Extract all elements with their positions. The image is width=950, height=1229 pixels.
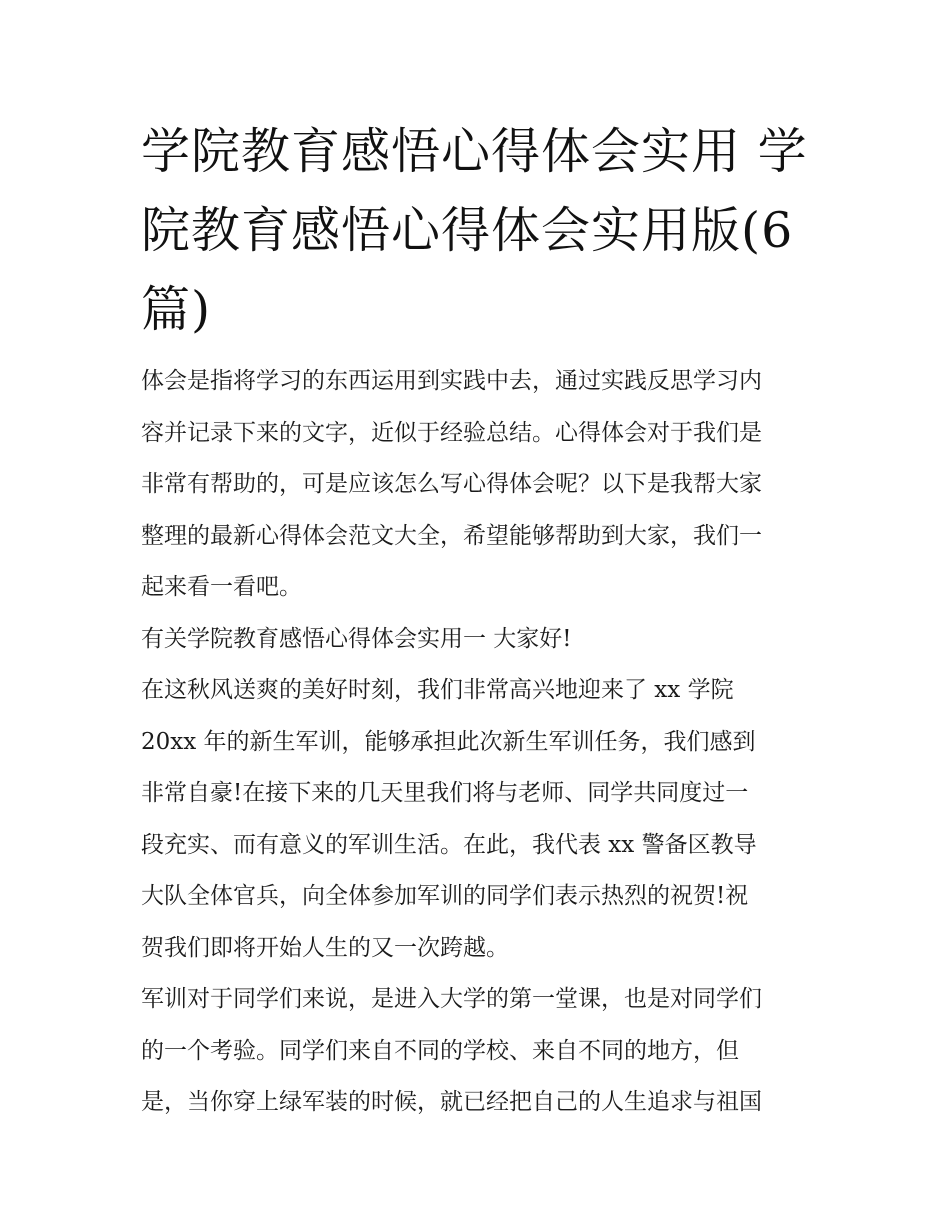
body-line: 非常有帮助的，可是应该怎么写心得体会呢？以下是我帮大家 xyxy=(141,471,762,497)
body-line: 20xx 年的新生军训，能够承担此次新生军训任务，我们感到 xyxy=(141,728,756,755)
body-line: 段充实、而有意义的军训生活。在此，我代表 xx 警备区教导 xyxy=(141,831,757,858)
body-line: 体会是指将学习的东西运用到实践中去，通过实践反思学习内 xyxy=(141,368,762,394)
title-line-2: 院教育感悟心得体会实用版(6 xyxy=(141,202,794,259)
body-line: 大队全体官兵，向全体参加军训的同学们表示热烈的祝贺!祝 xyxy=(141,883,749,909)
document-title xyxy=(141,112,831,349)
body-line: 容并记录下来的文字，近似于经验总结。心得体会对于我们是 xyxy=(141,419,762,446)
body-line: 整理的最新心得体会范文大全，希望能够帮助到大家，我们一 xyxy=(141,522,762,549)
section-heading-line: 有关学院教育感悟心得体会实用一 大家好! xyxy=(141,625,572,652)
body-line: 军训对于同学们来说，是进入大学的第一堂课，也是对同学们 xyxy=(141,986,762,1012)
document-body xyxy=(141,356,831,1129)
title-line-1: 学院教育感悟心得体会实用 学 xyxy=(141,123,808,180)
body-line: 的一个考验。同学们来自不同的学校、来自不同的地方，但 xyxy=(141,1037,739,1064)
body-line: 起来看一看吧。 xyxy=(141,574,302,600)
body-line: 非常自豪!在接下来的几天里我们将与老师、同学共同度过一 xyxy=(141,780,749,806)
title-line-3: 篇) xyxy=(141,281,212,338)
body-line: 贺我们即将开始人生的又一次跨越。 xyxy=(141,934,509,961)
body-line: 在这秋风送爽的美好时刻，我们非常高兴地迎来了 xx 学院 xyxy=(141,677,734,703)
body-line: 是，当你穿上绿军装的时候，就已经把自己的人生追求与祖国 xyxy=(141,1089,762,1115)
